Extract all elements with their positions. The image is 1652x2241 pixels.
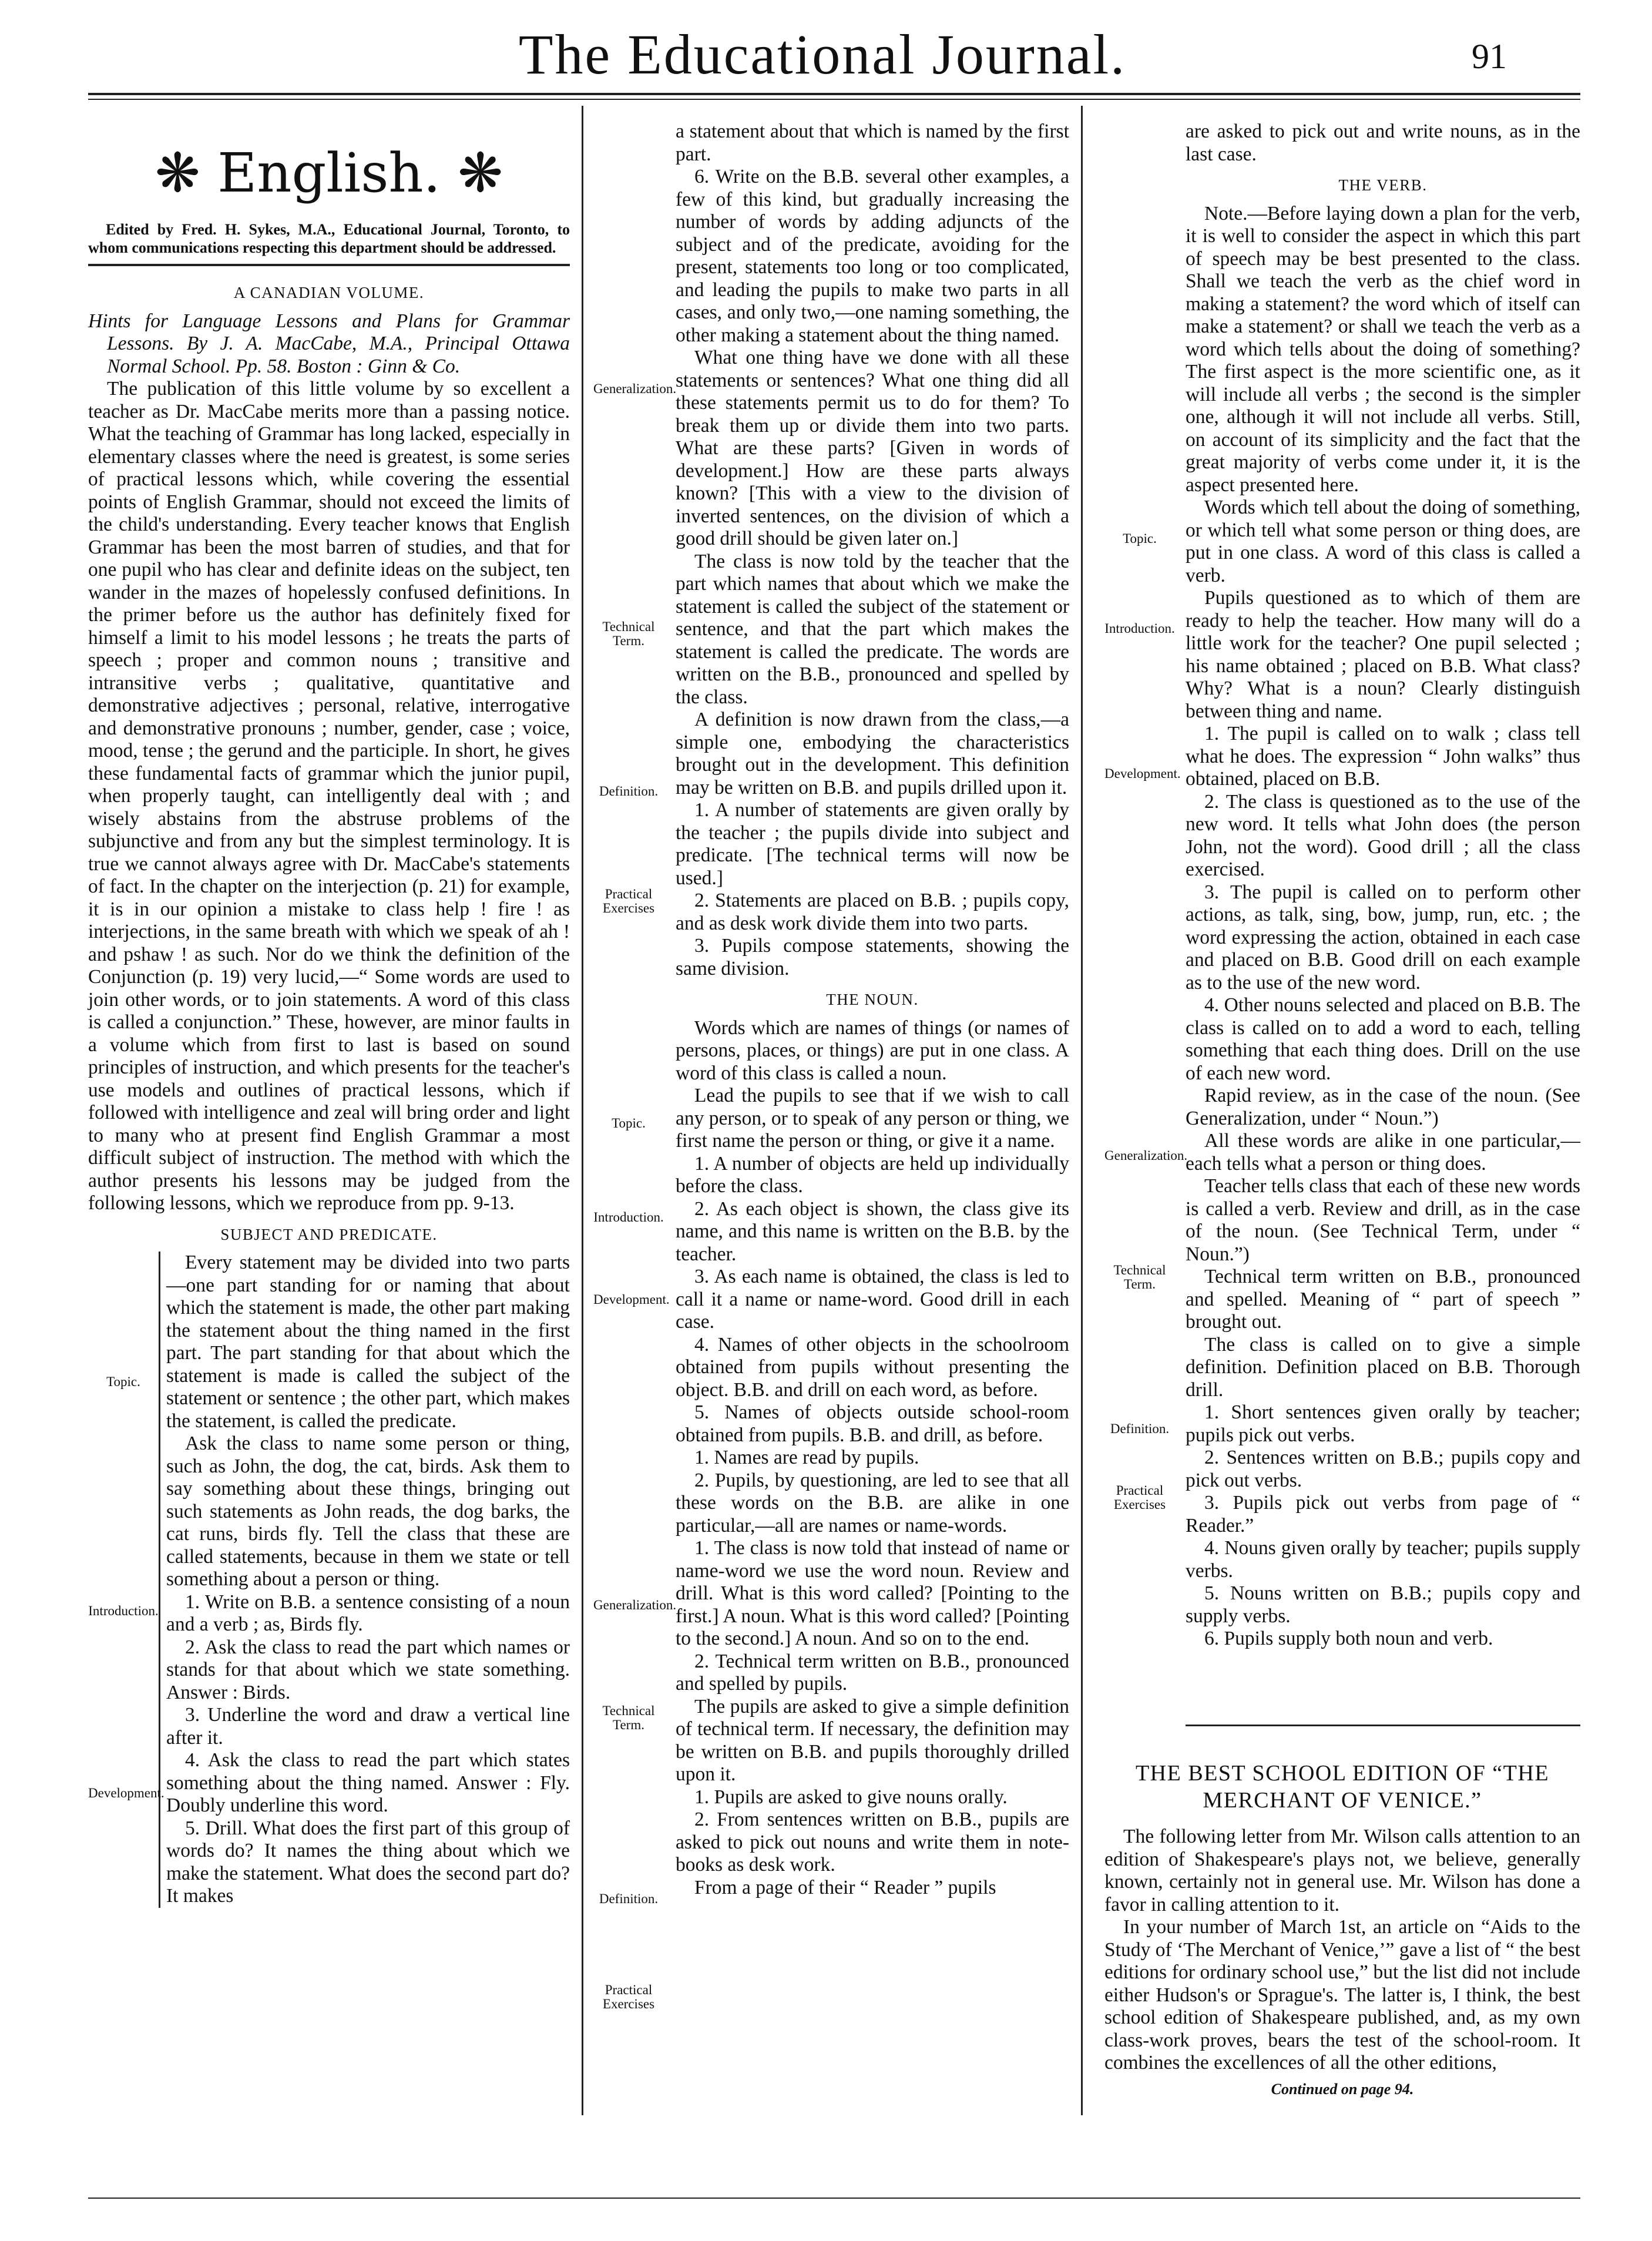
lesson-paragraph: 1. Short sentences given orally by teacher; pupils pick out verbs.: [1186, 1401, 1580, 1446]
margin-note: Practical Exercises: [1113, 1483, 1166, 1512]
margin-note: Definition.: [599, 1891, 659, 1906]
lesson-paragraph: 2. Technical term written on B.B., pronounced and spelled by pupils.: [676, 1650, 1069, 1695]
lesson-paragraph: 3. As each name is obtained, the class is led to call it a name or name-word. Good drill in each case.: [676, 1266, 1069, 1333]
lesson-paragraph: are asked to pick out and write nouns, as in the last case.: [1186, 120, 1580, 165]
margin-note: Generalization.: [1104, 1148, 1188, 1163]
lesson-paragraph: Teacher tells class that each of these new words is called a verb. Review and drill, as in the case of the noun. (See Technical Term, under “ Noun.”): [1186, 1175, 1580, 1265]
margin-note: Practical Exercises: [602, 887, 655, 915]
lesson-paragraph: 5. Nouns written on B.B.; pupils copy and supply verbs.: [1186, 1582, 1580, 1627]
lesson-paragraph: 3. The pupil is called on to perform other actions, as talk, sing, bow, jump, run, etc. ; the word expressing the action, obtained in each case and placed on B.B. Good drill on each example as to the use of the new word.: [1186, 881, 1580, 994]
bottom-rule: [88, 2198, 1580, 2199]
lesson-paragraph: Words which tell about the doing of something, or which tell what some person or thing does, are put in one class. A word of this class is called a verb.: [1186, 496, 1580, 586]
lesson-paragraph: 2. Sentences written on B.B.; pupils copy and pick out verbs.: [1186, 1447, 1580, 1491]
column-1: [88, 120, 570, 1908]
margin-note: Development.: [593, 1292, 670, 1307]
lesson-paragraph: 3. Pupils pick out verbs from page of “ Reader.”: [1186, 1492, 1580, 1537]
lesson-paragraph: 4. Nouns given orally by teacher; pupils supply verbs.: [1186, 1537, 1580, 1582]
continued-note: Continued on page 94.: [1271, 2080, 1414, 2098]
divider: [88, 264, 570, 273]
masthead-title: The Educational Journal.: [518, 23, 1127, 86]
lesson-paragraph: 4. Names of other objects in the schoolroom obtained from pupils without presenting the object. B.B. and drill on each word, as before.: [676, 1333, 1069, 1401]
lesson-paragraph: 1. A number of statements are given orally by the teacher ; the pupils divide into subject and predicate. [The technical terms will now be used.]: [676, 799, 1069, 889]
lesson-paragraph: The class is now told by the teacher that the part which names that about which we make the statement is called the subject of the statement or sentence, and that the part which makes the statement is called the predicate. The words are written on the B.B., pronounced and spelled by the class.: [676, 550, 1069, 708]
margin-note: Introduction.: [593, 1210, 664, 1225]
editor-note: Edited by Fred. H. Sykes, M.A., Educational Journal, Toronto, to whom communications respecting this department should be addressed.: [88, 221, 570, 256]
article-title: A CANADIAN VOLUME.: [233, 284, 425, 301]
margin-note: Development.: [88, 1786, 164, 1800]
margin-note: Technical Term.: [602, 1703, 655, 1732]
lesson-paragraph: 2. The class is questioned as to the use of the new word. It tells what John does (the person John, not the word). Good drill ; all the class exercised.: [1186, 790, 1580, 880]
lesson-paragraph: 1. Pupils are asked to give nouns orally.: [694, 1786, 1008, 1808]
section-title: SUBJECT AND PREDICATE.: [220, 1225, 438, 1243]
lesson-paragraph: The class is called on to give a simple definition. Definition placed on B.B. Thorough drill.: [1186, 1333, 1580, 1401]
best-edition-article: [1104, 1748, 1580, 2101]
lesson-paragraph: The pupils are asked to give a simple definition of technical term. If necessary, the definition may be written on B.B. and pupils thoroughly drilled upon it.: [676, 1695, 1069, 1785]
lesson-paragraph: 1. The class is now told that instead of name or name-word we use the word noun. Review and drill. What is this word called? [Pointing to the first.] A noun. What is this word called? [Pointing to the second.] A noun. And so on to the end.: [676, 1537, 1069, 1649]
column-3: [1186, 120, 1580, 1650]
masthead-rule: [88, 93, 1580, 95]
lesson-paragraph: 2. Ask the class to read the part which names or stands for that about which we state something. Answer : Birds.: [166, 1636, 570, 1703]
lesson-paragraph: 3. Underline the word and draw a vertical line after it.: [166, 1704, 570, 1749]
lesson-paragraph: 2. As each object is shown, the class give its name, and this name is written on the B.B. by the teacher.: [676, 1197, 1069, 1265]
lesson-paragraph: Every statement may be divided into two parts—one part standing for or naming that about which the statement is made, the other part making the statement about the thing named in the first part. The part standing for that about which the statement is made is called the subject of the statement or sentence ; the other part, which makes the statement, is called the predicate.: [166, 1252, 570, 1432]
lesson-paragraph: Note.—Before laying down a plan for the verb, it is well to consider the aspect in which this part of speech may be best presented to the class. Shall we teach the verb as the chief word in making a statement? the word which of itself can make a statement? or shall we teach the verb as a word which tells about the doing of something? The first aspect is the more scientific one, as it will include all verbs ; the second is the simpler one, although it will not include all verbs. Still, on account of its simplicity and the fact that the great majority of verbs come under it, it is the aspect presented here.: [1186, 202, 1580, 496]
lesson-paragraph: From a page of their “ Reader ” pupils: [694, 1876, 996, 1898]
margin-note: Topic.: [1123, 531, 1157, 546]
column-2: [676, 120, 1069, 1899]
lesson-paragraph: 3. Pupils compose statements, showing the same division.: [676, 935, 1069, 979]
margin-note: Definition.: [599, 784, 659, 799]
lesson-paragraph: 4. Other nouns selected and placed on B.B. The class is called on to add a word to each, telling something that each thing does. Drill on the use of each new word.: [1186, 994, 1580, 1084]
lesson-paragraph: What one thing have we done with all these statements or sentences? What one thing did all these statements permit us to do for them? To break them up or divide them into two parts. What are these parts? [Given in words of development.] How are these parts always known? [This with a view to the division of inverted sentences, on the division of which a good drill should be given later on.]: [676, 347, 1069, 549]
margin-note: Definition.: [1110, 1421, 1170, 1436]
lesson-paragraph: 6. Pupils supply both noun and verb.: [1204, 1628, 1493, 1649]
english-heading: English.: [217, 142, 441, 204]
article-paragraph: The following letter from Mr. Wilson calls attention to an edition of Shakespeare's plays not, we believe, generally known, certainly not in general use. Mr. Wilson has done a favor in calling attention to it.: [1104, 1826, 1580, 1915]
lesson-paragraph: Lead the pupils to see that if we wish to call any person, or to speak of any person or thing, we first name the person or thing, or give it a name.: [676, 1085, 1069, 1152]
review-paragraph: The publication of this little volume by so excellent a teacher as Dr. MacCabe merits more than a passing notice. What the teaching of Grammar has long lacked, especially in elementary classes where the need is greatest, is some series of practical lessons which, while covering the essential points of English Grammar, should not exceed the limits of the child's understanding. Every teacher knows that English Grammar has been the most barren of studies, and that for one pupil who has clear and definite ideas on the subject, ten wander in the mazes of hopelessly confused definitions. In the primer before us the author has definitely fixed for himself a limit to his model lessons ; he treats the parts of speech ; proper and common nouns ; transitive and intransitive verbs ; qualitative, quantitative and demonstrative adjectives ; personal, relative, interrogative and demonstrative pronouns ; number, gender, case ; voice, mood, tense ; the gerund and the participle. In short, he gives these fundamental facts of grammar which the junior pupil, when properly taught, can intelligently deal with ; and wisely abstains from the abstruse problems of the subjunctive and from any but the simplest terminology. It is true we cannot always agree with Dr. MacCabe's statements of fact. In the chapter on the interjection (p. 21) for example, it is in our opinion a mistake to class help ! fire ! as interjections, in the same breath with which we speak of ah ! and pshaw ! as such. Nor do we think the definition of the Conjunction (p. 19) very lucid,—“ Some words are used to join other words, or to join statements. A word of this class is called a conjunction.” These, however, are minor faults in a volume which from first to last is based on sound principles of instruction, and which presents for the teacher's use models and outlines of practical lessons, which if followed with intelligence and zeal will bring order and light to many who at present find English Grammar a most difficult subject of instruction. The method with which the author presents his lessons may be judged from the following lessons, which we reproduce from pp. 9-13.: [88, 378, 570, 1214]
lesson-paragraph: a statement about that which is named by the first part.: [676, 120, 1069, 165]
lesson-paragraph: 1. Names are read by pupils.: [694, 1447, 919, 1468]
margin-note: Topic.: [612, 1116, 646, 1130]
lesson-paragraph: Technical term written on B.B., pronounced and spelled. Meaning of “ part of speech ” brought out.: [1186, 1266, 1580, 1333]
margin-note: Technical Term.: [602, 619, 655, 648]
article-paragraph: In your number of March 1st, an article on “Aids to the Study of ‘The Merchant of Venice,’” gave a list of “ the best editions for ordinary school use,” but the list did not include either Hudson's or Sprague's. The latter is, I think, the best school edition of Shakespeare published, and, as my own class-work proves, bears the test of the school-room. It combines the excellences of all the other editions,: [1104, 1916, 1580, 2074]
section-title: THE NOUN.: [826, 991, 919, 1008]
lesson-paragraph: All these words are alike in one particular,—each tells what a person or thing does.: [1186, 1130, 1580, 1175]
lesson-paragraph: Words which are names of things (or names of persons, places, or things) are put in one class. A word of this class is called a noun.: [676, 1016, 1069, 1084]
section-heading: ❋ English. ❋: [155, 142, 503, 204]
margin-note: Generalization.: [593, 1598, 677, 1612]
article-title: THE BEST SCHOOL EDITION OF “THE MERCHANT OF VENICE.”: [1135, 1761, 1550, 1813]
lesson-paragraph: Rapid review, as in the case of the noun. (See Generalization, under “ Noun.”): [1186, 1085, 1580, 1129]
lesson-paragraph: 5. Names of objects outside school-room obtained from pupils. B.B. and drill, as before.: [676, 1401, 1069, 1446]
section-title: THE VERB.: [1338, 176, 1428, 194]
lesson-paragraph: 2. Pupils, by questioning, are led to see that all these words on the B.B. are alike in one particular,—all are names or name-words.: [676, 1469, 1069, 1537]
margin-note: Introduction.: [1104, 621, 1175, 636]
masthead-rule-thin: [88, 99, 1580, 100]
lesson-paragraph: Pupils questioned as to which of them are ready to help the teacher. How many will do a little work for the teacher? One pupil selected ; his name obtained ; placed on B.B. What class? Why? What is a noun? Clearly distinguish between thing and name.: [1186, 587, 1580, 722]
margin-note: Technical Term.: [1113, 1263, 1166, 1291]
lesson-paragraph: 5. Drill. What does the first part of this group of words do? It names the thing about which we make the statement. What does the second part do? It makes: [166, 1817, 570, 1907]
lesson-paragraph: 1. A number of objects are held up individually before the class.: [676, 1152, 1069, 1197]
lesson-paragraph: A definition is now drawn from the class,—a simple one, embodying the characteristics brought out in the development. This definition may be written on B.B. and pupils drilled upon it.: [676, 709, 1069, 799]
book-reference: Hints for Language Lessons and Plans for Grammar Lessons. By J. A. MacCabe, M.A., Principal Ottawa Normal School. Pp. 58. Boston : Ginn & Co.: [88, 310, 570, 377]
margin-note: Topic.: [106, 1374, 140, 1389]
margin-note: Practical Exercises: [602, 1982, 655, 2011]
lesson-paragraph: 6. Write on the B.B. several other examples, a few of this kind, but gradually increasing the number of words by adding adjuncts of the subject and of the predicate, avoiding for the present, statements too long or too complicated, and leading the pupils to make two parts in all cases, and only two,—one naming something, the other making a statement about the thing named.: [676, 166, 1069, 346]
page-number: 91: [1472, 37, 1507, 76]
lesson-block: [159, 1252, 570, 1908]
lesson-paragraph: 2. Statements are placed on B.B. ; pupils copy, and as desk work divide them into two parts.: [676, 890, 1069, 934]
lesson-paragraph: 1. The pupil is called on to walk ; class tell what he does. The expression “ John walks” thus obtained, placed on B.B.: [1186, 723, 1580, 790]
article-divider: [1186, 1725, 1580, 1726]
lesson-paragraph: 2. From sentences written on B.B., pupils are asked to pick out nouns and write them in note-books as desk work.: [676, 1809, 1069, 1876]
margin-note: Development.: [1104, 766, 1181, 781]
lesson-paragraph: 1. Write on B.B. a sentence consisting of a noun and a verb ; as, Birds fly.: [166, 1591, 570, 1635]
lesson-paragraph: Ask the class to name some person or thing, such as John, the dog, the cat, birds. Ask them to say something about these things, bringing out such statements as John reads, the dog barks, the cat runs, birds fly. Tell the class that these are called statements, because in them we state or tell something about a person or thing.: [166, 1433, 570, 1590]
column-divider: [582, 106, 583, 2115]
column-divider: [1081, 106, 1083, 2115]
lesson-paragraph: 4. Ask the class to read the part which states something about the thing named. Answer : Fly. Doubly underline this word.: [166, 1749, 570, 1816]
margin-note: Generalization.: [593, 381, 677, 396]
margin-note: Introduction.: [88, 1603, 159, 1618]
